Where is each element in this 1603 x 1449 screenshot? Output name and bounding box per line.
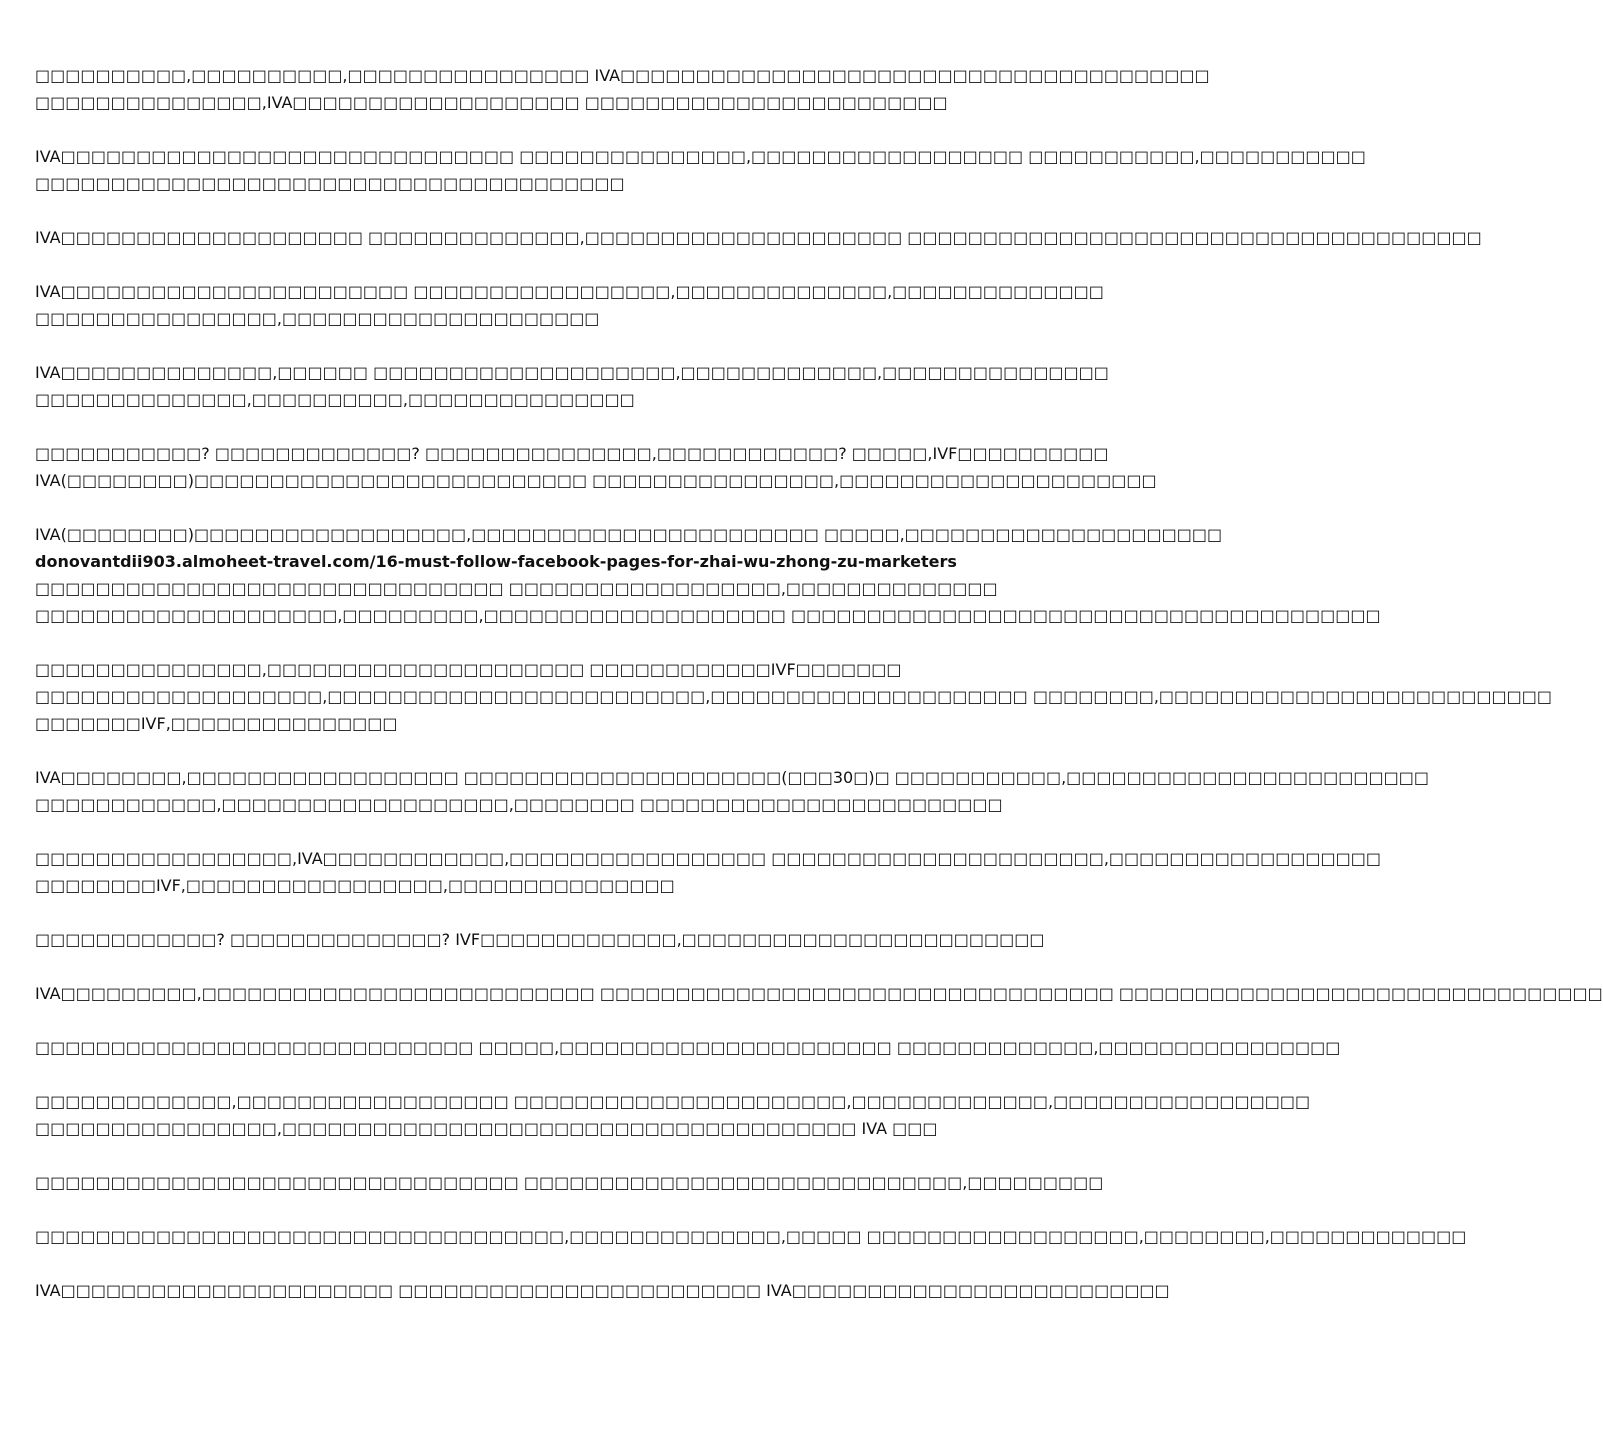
text-line: □□□□□□□□□□□□□,□□□□□□□□□□□□□□□□□□ □□□□□□□□□□□□□□□□□□□□□□,□□□□□□□□□□□□□,□□□□□□□□□□□□□□□□□ [35, 1092, 1311, 1111]
document-body [35, 62, 1603, 1331]
paragraph [35, 359, 1109, 413]
text-line: □□□□□□□□IVF,□□□□□□□□□□□□□□□□□,□□□□□□□□□□□□□□□ [35, 876, 675, 895]
text-line: IVA□□□□□□□□□,□□□□□□□□□□□□□□□□□□□□□□□□□□ □□□□□□□□□□□□□□□□□□□□□□□□□□□□□□□□□□ □□□□□□□□□□□□□□□□□□□□□□□□□□□□□□□□ [35, 984, 1603, 1003]
text-line: □□□□□□□□□□□□□□□□□□□□□□□□□□□□□□□ □□□□□□□□□□□□□□□□□□,□□□□□□□□□□□□□□ [35, 579, 998, 598]
paragraph [35, 62, 1210, 116]
text-line: □□□□□□□□□□□□□□□□,□□□□□□□□□□□□□□□□□□□□□ [35, 309, 600, 328]
text-line: IVA□□□□□□□□□□□□□□□□□□□□□□ □□□□□□□□□□□□□□□□□□□□□□□□ IVA□□□□□□□□□□□□□□□□□□□□□□□□□ [35, 1281, 1170, 1300]
paragraph [35, 656, 1552, 737]
text-line: IVA(□□□□□□□□)□□□□□□□□□□□□□□□□□□,□□□□□□□□□□□□□□□□□□□□□□□ □□□□□,□□□□□□□□□□□□□□□□□□□□□ [35, 525, 1223, 544]
text-line: IVA□□□□□□□□,□□□□□□□□□□□□□□□□□□ □□□□□□□□□□□□□□□□□□□□□(□□□30□)□ □□□□□□□□□□□,□□□□□□□□□□□□□□□□□□□□□□□□ [35, 768, 1429, 787]
text-line: □□□□□□□□□□,□□□□□□□□□□,□□□□□□□□□□□□□□□□ IVA□□□□□□□□□□□□□□□□□□□□□□□□□□□□□□□□□□□□□□□ [35, 66, 1210, 85]
text-line: IVA□□□□□□□□□□□□□□□□□□□□□□□□□□□□□□ □□□□□□□□□□□□□□□,□□□□□□□□□□□□□□□□□□ □□□□□□□□□□□,□□□□□□□□□□□ [35, 147, 1366, 166]
paragraph [35, 224, 1482, 251]
text-line: □□□□□□□□□□□□□□□,□□□□□□□□□□□□□□□□□□□□□ □□□□□□□□□□□□IVF□□□□□□□ [35, 660, 902, 679]
paragraph [35, 1277, 1170, 1304]
text-line: IVA□□□□□□□□□□□□□□□□□□□□ □□□□□□□□□□□□□□,□□□□□□□□□□□□□□□□□□□□□ □□□□□□□□□□□□□□□□□□□□□□□□□□□□□□□□□□□□□□ [35, 228, 1482, 247]
paragraph [35, 440, 1157, 494]
text-line: □□□□□□□□□□□□,□□□□□□□□□□□□□□□□□□□,□□□□□□□□ □□□□□□□□□□□□□□□□□□□□□□□□ [35, 795, 1003, 814]
paragraph [35, 278, 1104, 332]
paragraph [35, 1169, 1104, 1196]
paragraph [35, 764, 1429, 818]
text-line: □□□□□□□□□□□□□□,□□□□□□□□□□,□□□□□□□□□□□□□□□ [35, 390, 635, 409]
text-line: □□□□□□□□□□□□□□□,IVA□□□□□□□□□□□□□□□□□□□ □□□□□□□□□□□□□□□□□□□□□□□□ [35, 93, 948, 112]
text-line: IVA(□□□□□□□□)□□□□□□□□□□□□□□□□□□□□□□□□□□ □□□□□□□□□□□□□□□□,□□□□□□□□□□□□□□□□□□□□□ [35, 471, 1157, 490]
text-line: □□□□□□□□□□□□□□□□□□□□□□□□□□□□□□□□ □□□□□□□□□□□□□□□□□□□□□□□□□□□□□,□□□□□□□□□ [35, 1173, 1104, 1192]
text-line: IVA□□□□□□□□□□□□□□□□□□□□□□□ □□□□□□□□□□□□□□□□□,□□□□□□□□□□□□□□,□□□□□□□□□□□□□□ [35, 282, 1104, 301]
text-line: □□□□□□□IVF,□□□□□□□□□□□□□□□ [35, 714, 398, 733]
text-line: IVA□□□□□□□□□□□□□□,□□□□□□ □□□□□□□□□□□□□□□□□□□□,□□□□□□□□□□□□□,□□□□□□□□□□□□□□□ [35, 363, 1109, 382]
text-line: □□□□□□□□□□□□□□□□□□□□□□□□□□□□□□□□□□□,□□□□□□□□□□□□□□,□□□□□ □□□□□□□□□□□□□□□□□□,□□□□□□□□,□□□□□□□□□□□□□ [35, 1227, 1467, 1246]
paragraph [35, 1223, 1467, 1250]
text-line: □□□□□□□□□□□□□□□□,□□□□□□□□□□□□□□□□□□□□□□□□□□□□□□□□□□□□□□ IVA □□□ [35, 1119, 938, 1138]
text-line: □□□□□□□□□□□□□□□□□□□□,□□□□□□□□□,□□□□□□□□□□□□□□□□□□□□ □□□□□□□□□□□□□□□□□□□□□□□□□□□□□□□□□□□□□□□ [35, 606, 1381, 625]
article-link[interactable]: donovantdii903.almoheet-travel.com/16-must-follow-facebook-pages-for-zhai-wu-zhong-zu-marketers [35, 552, 957, 571]
text-line: □□□□□□□□□□□□□□□□□□□,□□□□□□□□□□□□□□□□□□□□□□□□□,□□□□□□□□□□□□□□□□□□□□□ □□□□□□□□,□□□□□□□□□□□□□□□□□□□□□□□□□□ [35, 687, 1552, 706]
text-line: □□□□□□□□□□□□? □□□□□□□□□□□□□□? IVF□□□□□□□□□□□□□,□□□□□□□□□□□□□□□□□□□□□□□□ [35, 930, 1045, 949]
paragraph [35, 845, 1382, 899]
paragraph [35, 143, 1366, 197]
text-line: □□□□□□□□□□□? □□□□□□□□□□□□□? □□□□□□□□□□□□□□□,□□□□□□□□□□□□? □□□□□,IVF□□□□□□□□□□ [35, 444, 1109, 463]
text-line: □□□□□□□□□□□□□□□□□□□□□□□□□□□□□□□□□□□□□□□ [35, 174, 625, 193]
text-line: □□□□□□□□□□□□□□□□□□□□□□□□□□□□□ □□□□□,□□□□□□□□□□□□□□□□□□□□□□ □□□□□□□□□□□□□,□□□□□□□□□□□□□□□□ [35, 1038, 1341, 1057]
paragraph [35, 980, 1603, 1007]
paragraph [35, 1088, 1311, 1142]
text-line: □□□□□□□□□□□□□□□□□,IVA□□□□□□□□□□□□,□□□□□□□□□□□□□□□□□ □□□□□□□□□□□□□□□□□□□□□□,□□□□□□□□□□□□□□□□□□ [35, 849, 1382, 868]
paragraph [35, 521, 1381, 629]
paragraph [35, 1034, 1341, 1061]
paragraph [35, 926, 1045, 953]
